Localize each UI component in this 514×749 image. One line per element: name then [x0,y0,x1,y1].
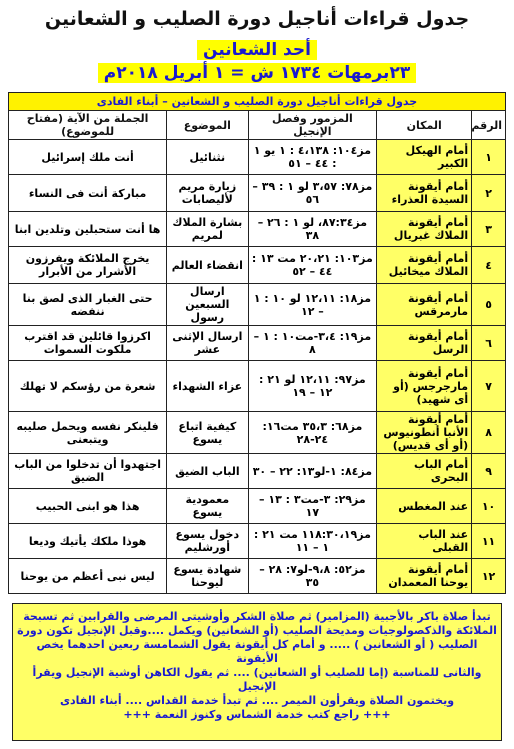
row-number: ٩ [472,454,506,489]
row-topic: ارسال الإثنى عشر [167,326,248,361]
table-row [9,140,506,175]
footer-line: الصليب ( أو الشعانين ) ..... و أمام كل أيقونة يقول الشمامسة ربعين احدهما يخص الأيقونة [36,638,478,665]
row-topic: شهادة يسوع ليوحنا [167,559,248,594]
table-row [9,212,506,247]
row-number: ٦ [472,326,506,361]
row-place: أمام أيقونة الملاك غبريال [377,212,472,247]
row-topic: دخول يسوع أورشليم [167,524,248,559]
row-reading: مز١٠٣: ٢٠،٢١ مت ١٣ : ٤٤ – ٥٢ [248,247,377,284]
row-place: أمام أيقونة مارمرقس [377,284,472,326]
row-number: ٧ [472,361,506,412]
row-place: أمام الهيكل الكبير [377,140,472,175]
row-place: أمام أيقونة الأنبا أنطونيوس (أو أى قديس) [377,412,472,454]
row-reading: مز١٠٤: ٤،١٣٨ : ١ يو ١ : ٤٤ – ٥١ [248,140,377,175]
row-verse: هذا هو ابنى الحبيب [9,489,167,524]
row-place: أمام أيقونة مارجرجس (أو أى شهيد) [377,361,472,412]
table-row [9,361,506,412]
row-place: أمام أيقونة الملاك ميخائيل [377,247,472,284]
header-num: الرقم [472,111,506,140]
row-verse: حتى الغبار الذى لصق بنا ننفضه [9,284,167,326]
row-topic: نثنائيل [167,140,248,175]
row-verse: أنت ملك إسرائيل [9,140,167,175]
row-verse: ها أنت ستحبلين وتلدين ابنا [9,212,167,247]
row-topic: عزاء الشهداء [167,361,248,412]
row-verse: فلينكر نفسه ويحمل صليبه ويتبعنى [9,412,167,454]
row-place: عند الباب القبلى [377,524,472,559]
row-reading: مز٨٧:٣٤، لو ١ : ٢٦ – ٣٨ [248,212,377,247]
row-reading: مز٦٨: ٣٥،٣ مت١٦: ٢٤-٢٨ [248,412,377,454]
table-band [9,93,506,111]
table-row [9,412,506,454]
row-number: ٨ [472,412,506,454]
row-reading: مز١١٨:٣٠،١٩ مت ٢١ : ١ – ١١ [248,524,377,559]
row-number: ٤ [472,247,506,284]
row-verse: اجتهدوا أن تدخلوا من الباب الضيق [9,454,167,489]
header-topic: الموضوع [167,111,248,140]
table-row [9,524,506,559]
row-verse: اكرزوا قائلين قد اقترب ملكوت السموات [9,326,167,361]
row-verse: هوذا ملكك يأتيك وديعا [9,524,167,559]
table-row [9,284,506,326]
footer-notes [12,603,502,741]
subtitle-text: أحد الشعانين [197,40,317,60]
row-verse: ليس نبى أعظم من يوحنا [9,559,167,594]
footer-line: +++ راجع كتب خدمة الشماس وكنوز النعمة +++ [123,708,391,721]
row-place: أمام أيقونة الرسل [377,326,472,361]
table-row [9,454,506,489]
row-number: ٣ [472,212,506,247]
header-reading: المزمور وفصل الإنجيل [248,111,377,140]
header-place: المكان [377,111,472,140]
table-header-row [9,111,506,140]
header-verse: الجملة من الآية (مفتاح للموضوع) [9,111,167,140]
row-verse: يخرج الملائكة ويفرزون الأشرار من الأبرار [9,247,167,284]
row-topic: زيارة مريم لأليصابات [167,175,248,212]
row-topic: كيفية اتباع يسوع [167,412,248,454]
date-line [0,63,514,83]
row-topic: معمودية يسوع [167,489,248,524]
row-number: ١٢ [472,559,506,594]
row-number: ١ [472,140,506,175]
row-number: ١٠ [472,489,506,524]
row-reading: مز١٨: ١٢،١١ لو ١٠ : ١ – ١٢ [248,284,377,326]
readings-table [8,92,506,594]
row-topic: ارسال السبعين رسول [167,284,248,326]
row-place: أمام أيقونة السيدة العذراء [377,175,472,212]
row-reading: مز٧٨: ٣،٥٧ لو ١ : ٣٩ – ٥٦ [248,175,377,212]
footer-line: تبدأ صلاة باكر بالأجبية (المزامير) ثم صلاة الشكر وأوشيتى المرضى والقرابين ثم تسبحة [23,610,491,623]
footer-line: ويختمون الصلاة ويقرأون الميمر .... ثم تبدأ خدمة القداس .... أبناء الفادى [59,694,455,707]
row-verse: شعرة من رؤسكم لا تهلك [9,361,167,412]
row-reading: مز٨٤: ١-لو١٣: ٢٢ – ٣٠ [248,454,377,489]
row-topic: الباب الضيق [167,454,248,489]
row-place: عند المغطس [377,489,472,524]
subtitle [0,40,514,60]
table-body [9,140,506,594]
row-reading: مز٢٩: ٣-مت٣ : ١٣ – ١٧ [248,489,377,524]
row-verse: مباركة أنت فى النساء [9,175,167,212]
row-topic: بشارة الملاك لمريم [167,212,248,247]
table-row [9,247,506,284]
table-row [9,175,506,212]
row-reading: مز٩٧: ١٢،١١ لو ٢١ : ١٢ – ١٩ [248,361,377,412]
row-number: ١١ [472,524,506,559]
table-band-text: جدول قراءات أناجيل دورة الصليب و الشعانين – أبناء الفادى [9,93,506,111]
row-place: أمام الباب البحرى [377,454,472,489]
footer-line: الملائكة والذكصولوجيات ومديحة الصليب (أو الشعانين) ويكمل ....وقبل الإنجيل تكون دورة [17,624,497,637]
date-text: ٢٣برمهات ١٧٣٤ ش = ١ أبريل ٢٠١٨م [98,63,416,83]
row-place: أمام أيقونة يوحنا المعمدان [377,559,472,594]
row-topic: انقضاء العالم [167,247,248,284]
footer-line: والثانى للمناسبة (إما للصليب أو الشعانين) .... ثم يقول الكاهن أوشية الإنجيل ويقرأ الإنجيل [32,666,482,693]
table-row [9,489,506,524]
table-row [9,559,506,594]
row-reading: مز١٩: ٣،٤-مت١٠ : ١ – ٨ [248,326,377,361]
row-reading: مز٥٢: ٩،٨-لو٧: ٢٨ – ٣٥ [248,559,377,594]
table-row [9,326,506,361]
row-number: ٥ [472,284,506,326]
page-title: جدول قراءات أناجيل دورة الصليب و الشعانين [44,8,470,30]
row-number: ٢ [472,175,506,212]
